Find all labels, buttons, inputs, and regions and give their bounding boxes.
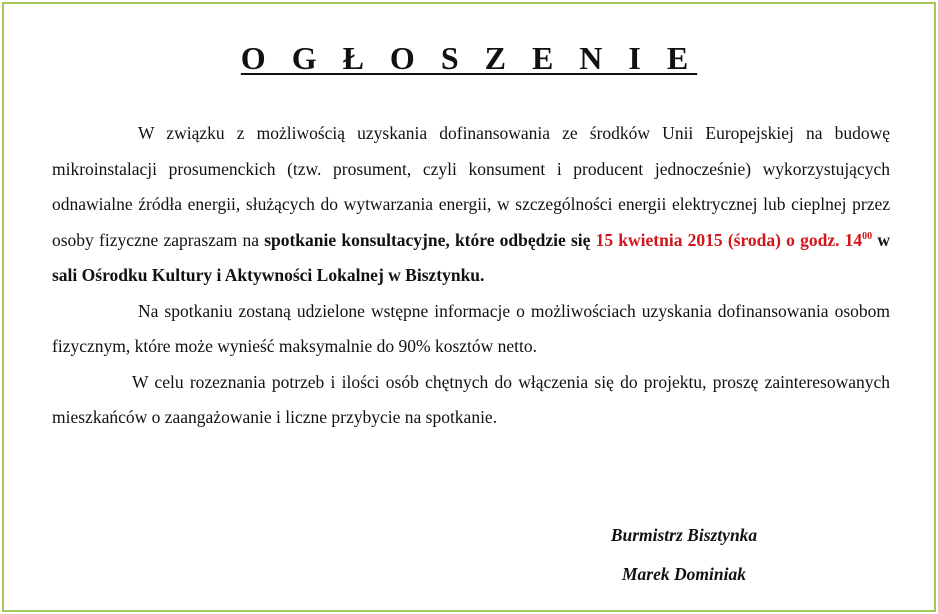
paragraph-request: W celu rozeznania potrzeb i ilości osób chętnych do włączenia się do projektu, proszę zainteresowanych mieszkańców o zaangażowanie i liczne przybycie na spotkanie. xyxy=(52,371,890,427)
announcement-body xyxy=(52,116,890,436)
signature-name: Marek Dominiak xyxy=(622,564,746,584)
meeting-date-text: 15 kwietnia 2015 (środa) o godz. 14 xyxy=(595,229,863,250)
meeting-date xyxy=(596,230,873,250)
meeting-time-minutes: 00 xyxy=(862,230,873,242)
signature-role: Burmistrz Bisztynka xyxy=(610,525,758,545)
meeting-phrase: spotkanie konsultacyjne, które odbędzie się xyxy=(264,229,596,250)
paragraph-information: Na spotkaniu zostaną udzielone wstępne informacje o możliwościach uzyskania dofinansowania osobom fizycznym, które może wynieść maksymalnie do 90% kosztów netto. xyxy=(52,300,890,356)
signature-block xyxy=(564,516,804,594)
page-title: O G Ł O S Z E N I E xyxy=(240,40,698,76)
announcement-page xyxy=(2,2,936,612)
invitation-text: W związku z możliwością uzyskania dofinansowania ze środków Unii Europejskiej na budowę mikroinstalacji prosumenckich (tzw. prosument, czyli konsument i producent jednocześnie) wykorzystujących odnawialne źródła energii, służących do wytwarzania energii, w szczególności energii elektrycznej lub cieplnej przez osoby fizyczne zapraszam na xyxy=(52,123,890,250)
meeting-location: w sali Ośrodku Kultury i Aktywności Lokalnej w Bisztynku. xyxy=(52,229,890,285)
paragraph-invitation xyxy=(52,116,890,294)
